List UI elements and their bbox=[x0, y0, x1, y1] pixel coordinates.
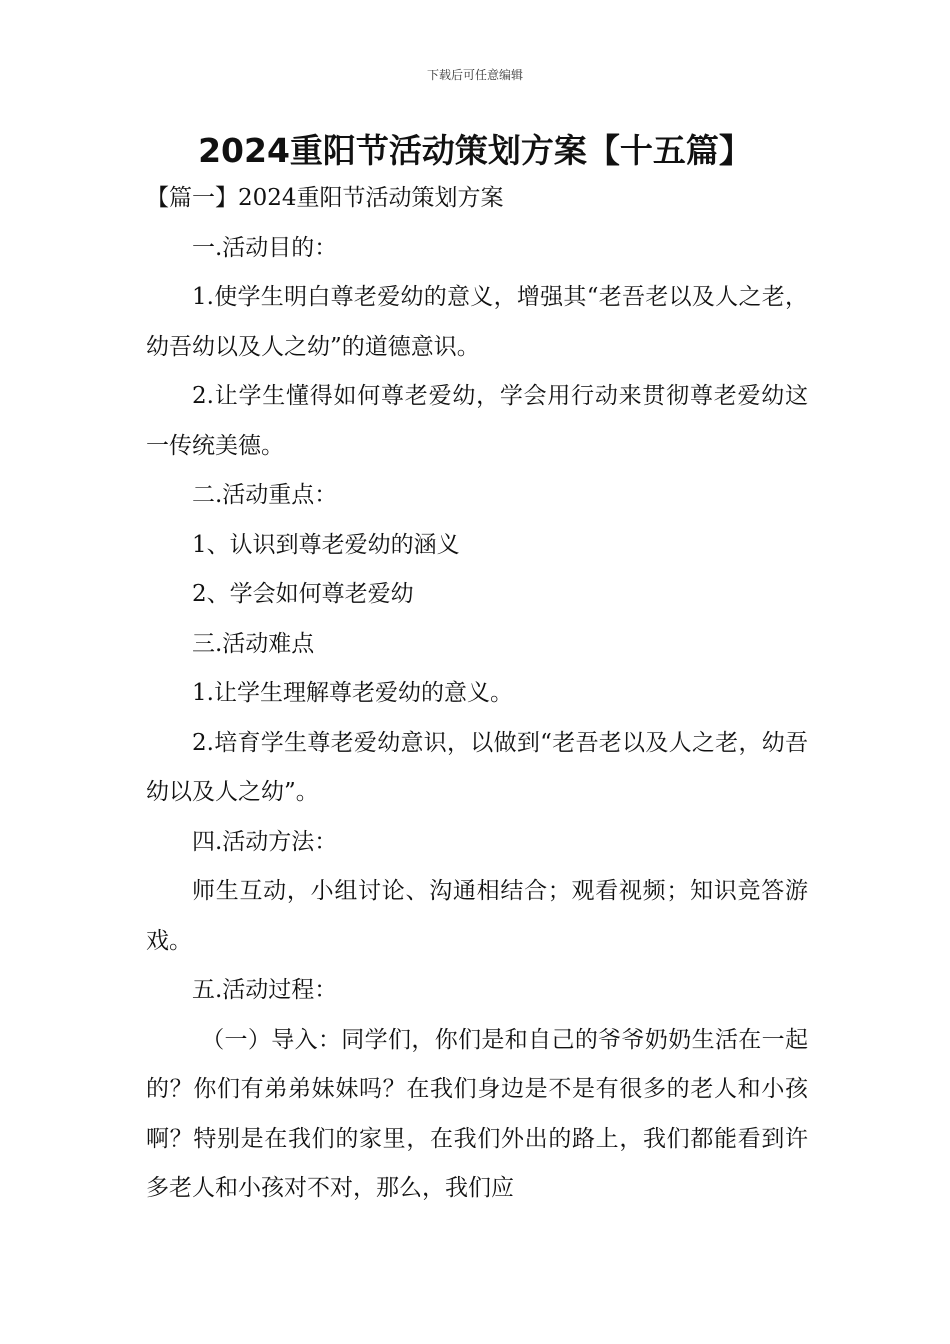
paragraph: 一.活动目的： bbox=[192, 234, 338, 261]
paragraph: 师生互动，小组讨论、沟通相结合；观看视频；知识竞答游戏。 bbox=[146, 878, 808, 954]
paragraph: 三.活动难点 bbox=[192, 630, 315, 657]
paragraph: 1、认识到尊老爱幼的涵义 bbox=[192, 531, 460, 558]
document-body bbox=[146, 174, 808, 1214]
paragraph: 五.活动过程： bbox=[192, 977, 338, 1003]
paragraph: 2.培育学生尊老爱幼意识，以做到“老吾老以及人之老，幼吾幼以及人之幼”。 bbox=[146, 729, 808, 805]
paragraph: 1.让学生理解尊老爱幼的意义。 bbox=[192, 680, 513, 706]
paragraph: 2、学会如何尊老爱幼 bbox=[192, 581, 414, 607]
paragraph: 四.活动方法： bbox=[192, 828, 338, 855]
section-heading: 【篇一】2024重阳节活动策划方案 bbox=[146, 185, 504, 211]
paragraph: 1.使学生明白尊老爱幼的意义，增强其“老吾老以及人之老，幼吾幼以及人之幼”的道德意识。 bbox=[146, 284, 808, 360]
paragraph: （一）导入：同学们，你们是和自己的爷爷奶奶生活在一起的？你们有弟弟妹妹吗？在我们身边是不是有很多的老人和小孩啊？特别是在我们的家里，在我们外出的路上，我们都能看到许多老人和小孩对不对，那么，我们应 bbox=[146, 1026, 808, 1201]
paragraph: 二.活动重点： bbox=[192, 482, 338, 508]
paragraph: 2.让学生懂得如何尊老爱幼，学会用行动来贯彻尊老爱幼这一传统美德。 bbox=[146, 383, 808, 459]
document-title: 2024重阳节活动策划方案【十五篇】 bbox=[198, 131, 752, 170]
header-note: 下载后可任意编辑 bbox=[426, 68, 523, 82]
